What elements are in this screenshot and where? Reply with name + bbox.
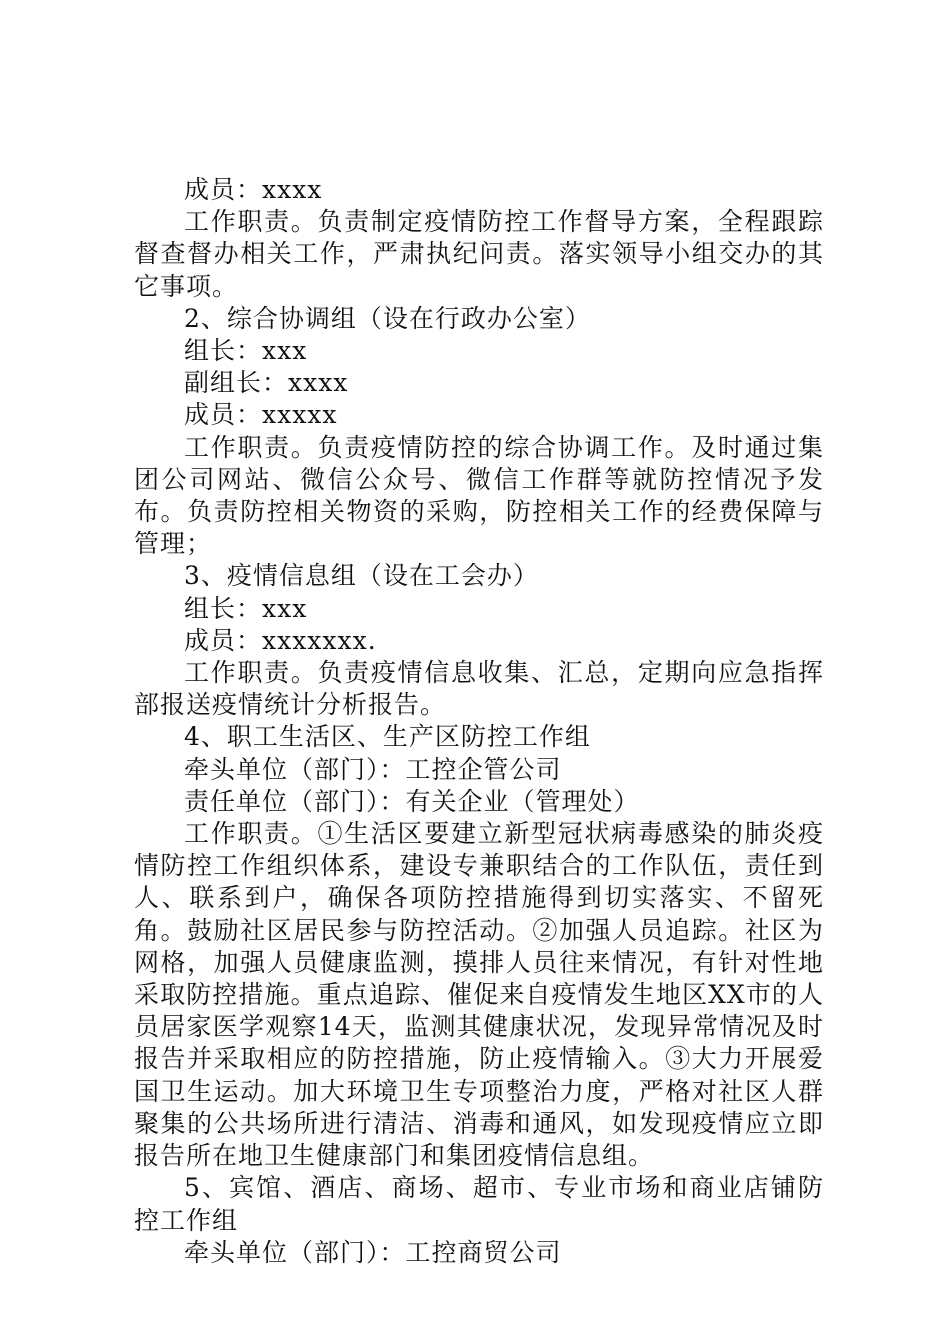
duty-paragraph: 工作职责。负责疫情信息收集、汇总，定期向应急指挥部报送疫情统计分析报告。 — [134, 658, 824, 720]
member-line: 成员：xxxxxxx. — [184, 625, 377, 655]
lead-unit-line: 牵头单位（部门）：工控企管公司 — [184, 754, 562, 784]
leader-line: 组长：xxx — [184, 593, 308, 623]
duty-paragraph: 工作职责。①生活区要建立新型冠状病毒感染的肺炎疫情防控工作组织体系，建设专兼职结合的工作队伍，责任到人、联系到户，确保各项防控措施得到切实落实、不留死角。鼓励社区居民参与防控活动。②加强人员追踪。社区为网格，加强人员健康监测，摸排人员往来情况，有针对性地采取防控措施。重点追踪、催促来自疫情发生地区XX市的人员居家医学观察14天，监测其健康状况，发现异常情况及时报告并采取相应的防控措施，防止疫情输入。③大力开展爱国卫生运动。加大环境卫生专项整治力度，严格对社区人群聚集的公共场所进行清洁、消毒和通风，如发现疫情应立即报告所在地卫生健康部门和集团疫情信息组。 — [134, 819, 824, 1171]
member-line: 成员：xxxxx — [184, 400, 338, 430]
section-heading: 3、疫情信息组（设在工会办） — [184, 561, 539, 591]
section-heading: 5、宾馆、酒店、商场、超市、专业市场和商业店铺防控工作组 — [134, 1173, 824, 1235]
section-heading: 2、综合协调组（设在行政办公室） — [184, 303, 591, 333]
section-heading: 4、职工生活区、生产区防控工作组 — [184, 722, 591, 752]
duty-paragraph: 工作职责。负责制定疫情防控工作督导方案，全程跟踪督查督办相关工作，严肃执纪问责。落实领导小组交办的其它事项。 — [134, 207, 824, 301]
responsible-unit-line: 责任单位（部门）：有关企业（管理处） — [184, 786, 640, 816]
deputy-leader-line: 副组长：xxxx — [184, 368, 349, 398]
lead-unit-line: 牵头单位（部门）：工控商贸公司 — [184, 1237, 562, 1267]
leader-line: 组长：xxx — [184, 336, 308, 366]
duty-paragraph: 工作职责。负责疫情防控的综合协调工作。及时通过集团公司网站、微信公众号、微信工作群等就防控情况予发布。负责防控相关物资的采购，防控相关工作的经费保障与管理； — [134, 432, 824, 559]
document-body — [134, 174, 824, 1269]
member-line: 成员：xxxx — [184, 175, 323, 204]
